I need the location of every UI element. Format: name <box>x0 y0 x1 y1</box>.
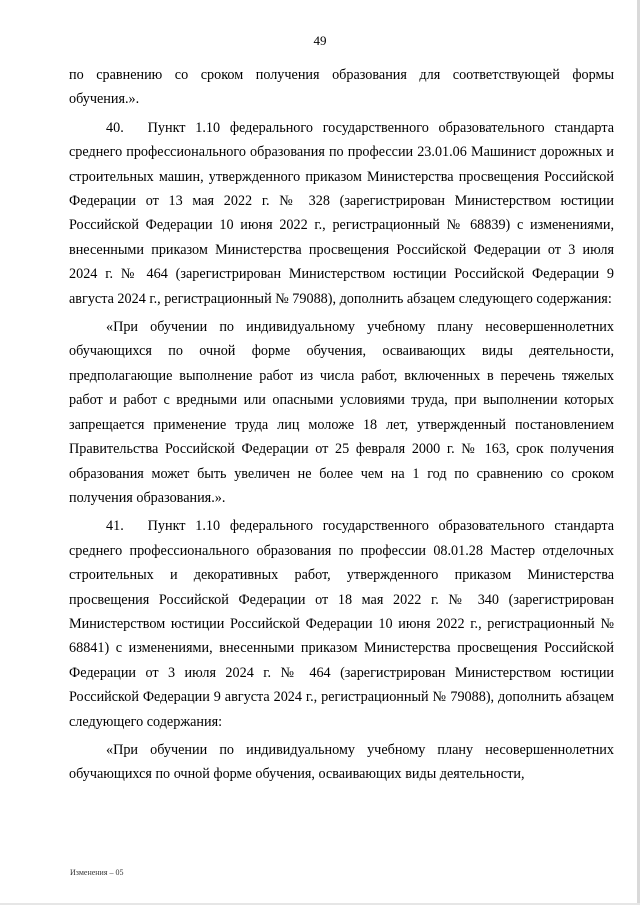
document-body <box>69 63 614 787</box>
paragraph-quote-41: «При обучении по индивидуальному учебному плану несовершеннолетних обучающихся по очной форме обучения, осваивающих виды деятельности, <box>69 741 614 783</box>
footer-revision-note: Изменения – 05 <box>70 868 124 877</box>
paragraph-item-41: 41. Пункт 1.10 федерального государственного образовательного стандарта среднего профессионального образования по профессии 08.01.28 Мастер отделочных строительных и декоративных работ, утвержденного приказом Министерства просвещения Российской Федерации от 18 мая 2022 г. № 340 (зарегистрирован Министерством юстиции Российской Федерации 10 июня 2022 г., регистрационный № 68841) с изменениями, внесенными приказом Министерства просвещения Российской Федерации от 3 июля 2024 г. № 464 (зарегистрирован Министерством юстиции Российской Федерации 9 августа 2024 г., регистрационный № 79088), дополнить абзацем следующего содержания: <box>69 518 614 730</box>
paragraph-continuation: по сравнению со сроком получения образования для соответствующей формы обучения.». <box>69 67 614 108</box>
page-number: 49 <box>313 33 327 48</box>
paragraph-quote-40: «При обучении по индивидуальному учебному плану несовершеннолетних обучающихся по очной форме обучения, осваивающих виды деятельности, предполагающие выполнение работ из числа работ, включенных в перечень тяжелых работ и работ с вредными или опасными условиями труда, при выполнении которых запрещается применение труда лиц моложе 18 лет, утвержденный постановлением Правительства Российской Федерации от 25 февраля 2000 г. № 163, срок получения образования может быть увеличен не более чем на 1 год по сравнению со сроком получения образования.». <box>69 319 614 506</box>
paragraph-item-40: 40. Пункт 1.10 федерального государственного образовательного стандарта среднего профессионального образования по профессии 23.01.06 Машинист дорожных и строительных машин, утвержденного приказом Министерства просвещения Российской Федерации от 13 мая 2022 г. № 328 (зарегистрирован Министерством юстиции Российской Федерации 10 июня 2022 г., регистрационный № 68839) с изменениями, внесенными приказом Министерства просвещения Российской Федерации от 3 июля 2024 г. № 464 (зарегистрирован Министерством юстиции Российской Федерации 9 августа 2024 г., регистрационный № 79088), дополнить абзацем следующего содержания: <box>69 119 614 307</box>
